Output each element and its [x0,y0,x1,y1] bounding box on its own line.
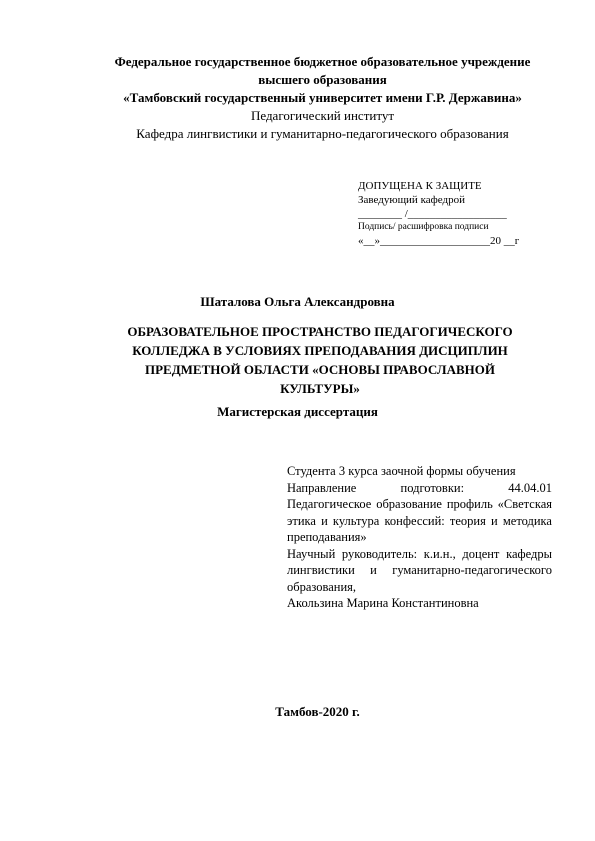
thesis-title-line: ПРЕДМЕТНОЙ ОБЛАСТИ «ОСНОВЫ ПРАВОСЛАВНОЙ [144,362,496,377]
thesis-title [95,322,545,398]
header-line-higher-education: высшего образования [258,72,387,87]
thesis-title-line: ОБРАЗОВАТЕЛЬНОЕ ПРОСТРАНСТВО ПЕДАГОГИЧЕСКОГО [127,324,513,339]
header-line-federal: Федеральное государственное бюджетное образовательное учреждение [114,54,531,69]
document-type: Магистерская диссертация [217,404,378,419]
header-line-institute: Педагогический институт [250,108,395,123]
city-year: Тамбов-2020 г. [275,704,360,719]
institution-header [60,53,585,143]
student-course: Студента 3 курса заочной формы обучения [287,464,516,478]
admission-signature-line: ________ /__________________ [358,208,507,220]
admission-date-line: «__»____________________20 __г [358,235,520,247]
thesis-title-line: КУЛЬТУРЫ» [280,381,360,396]
admission-signature-caption: Подпись/ расшифровка подписи [358,222,489,232]
supervisor-name: Акользина Марина Константиновна [287,596,479,610]
thesis-title-line: КОЛЛЕДЖА В УСЛОВИЯХ ПРЕПОДАВАНИЯ ДИСЦИПЛИН [132,343,508,358]
header-line-university: «Тамбовский государственный университет имени Г.Р. Державина» [123,90,522,105]
header-line-department: Кафедра лингвистики и гуманитарно-педагогического образования [136,126,509,141]
student-direction: Направление подготовки: 44.04.01 Педагогическое образование профиль «Светская этика и культура конфессий: теория и методика преподавания» [287,480,552,544]
student-info-block [287,463,552,612]
admission-heading: ДОПУЩЕНА К ЗАЩИТЕ [358,180,482,192]
author-name: Шаталова Ольга Александровна [200,294,395,309]
supervisor-info: Научный руководитель: к.и.н., доцент кафедры лингвистики и гуманитарно-педагогического образования, [287,546,552,594]
admission-role: Заведующий кафедрой [358,194,465,206]
admission-block [358,179,558,248]
